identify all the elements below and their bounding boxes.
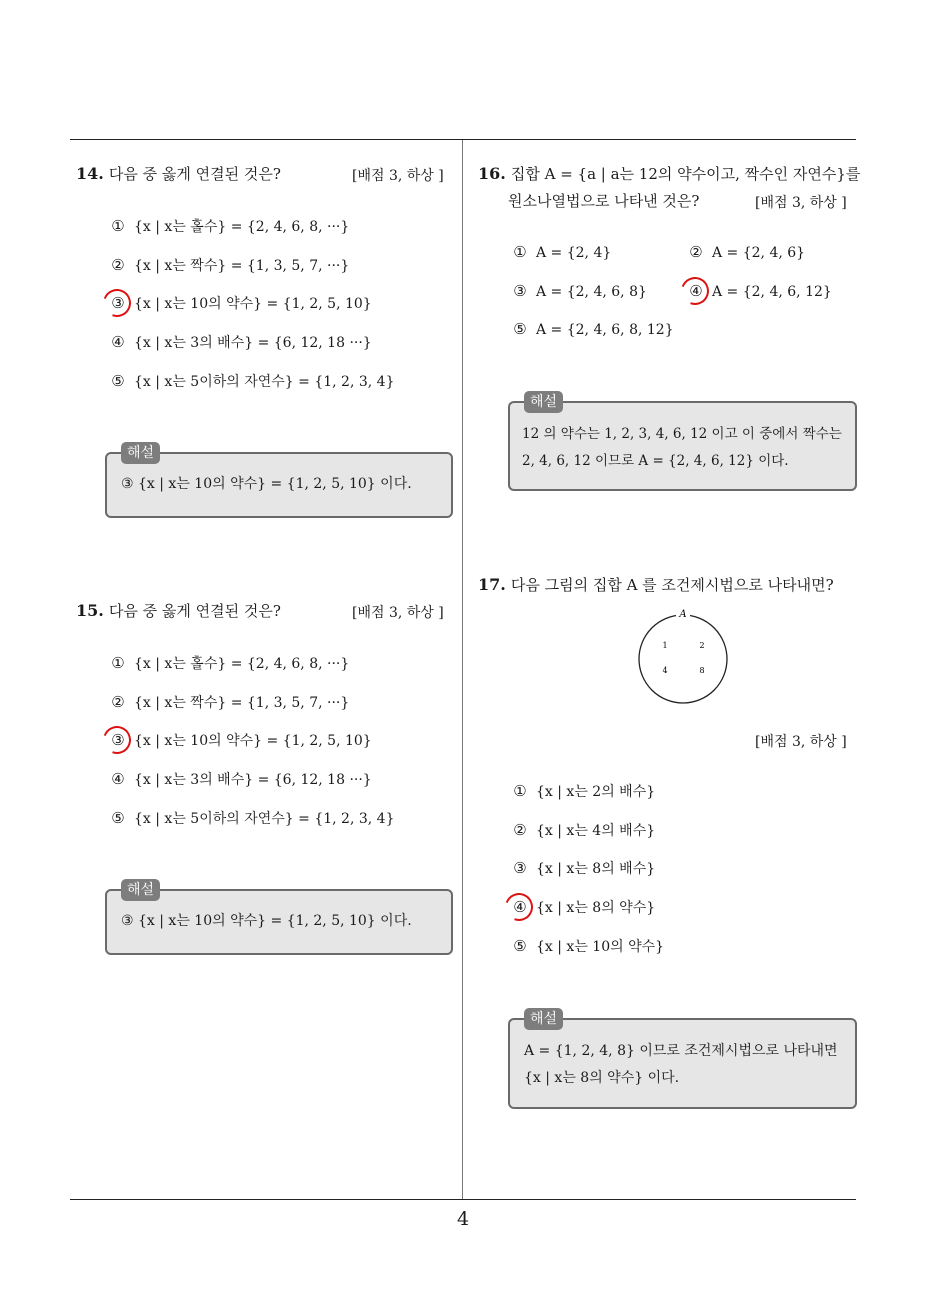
- choice-3[interactable]: ③ A = {2, 4, 6, 8}: [513, 282, 647, 300]
- choice-3[interactable]: ③ {x | x는 8의 배수}: [513, 859, 656, 877]
- choice-4[interactable]: ④ A = {2, 4, 6, 12}: [686, 281, 832, 302]
- solution-tag: 해설: [121, 442, 160, 464]
- question-17-stem: [478, 571, 834, 599]
- answer-mark: ④: [686, 281, 706, 301]
- choice-5[interactable]: ⑤ {x | x는 10의 약수}: [513, 937, 665, 955]
- solution-box-16: [508, 394, 857, 491]
- solution-text: ③ {x | x는 10의 약수} = {1, 2, 5, 10} 이다.: [121, 913, 412, 929]
- question-number: 16.: [478, 164, 506, 183]
- choice-4[interactable]: ④ {x | x는 3의 배수} = {6, 12, 18 ···}: [111, 333, 372, 351]
- answer-mark: ③: [108, 293, 128, 313]
- element: 1: [662, 641, 668, 650]
- page-number: 4: [456, 1208, 470, 1230]
- choice-4[interactable]: ④ {x | x는 8의 약수}: [510, 897, 655, 918]
- solution-text-line-2: {x | x는 8의 약수} 이다.: [524, 1070, 680, 1086]
- question-15-stem: [76, 597, 281, 625]
- element: 8: [699, 666, 705, 675]
- choice-2[interactable]: ② {x | x는 4의 배수}: [513, 821, 656, 839]
- choice-2[interactable]: ② {x | x는 짝수} = {1, 3, 5, 7, ···}: [111, 693, 350, 711]
- solution-tag: 해설: [524, 391, 563, 413]
- question-text: 다음 그림의 집합 A 를 조건제시법으로 나타내면?: [510, 576, 834, 594]
- solution-box-17: [508, 1011, 857, 1109]
- element: 4: [662, 666, 668, 675]
- top-rule: [70, 139, 856, 140]
- choice-1[interactable]: ① A = {2, 4}: [513, 243, 612, 261]
- choice-2[interactable]: ② {x | x는 짝수} = {1, 3, 5, 7, ···}: [111, 256, 350, 274]
- choice-5[interactable]: ⑤ {x | x는 5이하의 자연수} = {1, 2, 3, 4}: [111, 372, 395, 390]
- score-label: [배점 3, 하상 ]: [755, 734, 847, 750]
- solution-tag: 해설: [121, 879, 160, 901]
- choice-1[interactable]: ① {x | x는 홀수} = {2, 4, 6, 8, ···}: [111, 217, 350, 235]
- question-text-line-2: 원소나열법으로 나타낸 것은?: [508, 192, 700, 210]
- solution-text-line-1: A = {1, 2, 4, 8} 이므로 조건제시법으로 나타내면: [524, 1043, 838, 1059]
- venn-diagram: [636, 606, 730, 706]
- score-label: [배점 3, 하상 ]: [755, 195, 847, 211]
- solution-text-line-1: 12 의 약수는 1, 2, 3, 4, 6, 12 이고 이 중에서 짝수는: [522, 426, 842, 442]
- choice-2[interactable]: ② A = {2, 4, 6}: [689, 243, 806, 261]
- choice-5[interactable]: ⑤ A = {2, 4, 6, 8, 12}: [513, 320, 674, 338]
- solution-box-15: [105, 882, 453, 955]
- choice-1[interactable]: ① {x | x는 2의 배수}: [513, 782, 656, 800]
- column-divider: [462, 140, 463, 1200]
- solution-text: ③ {x | x는 10의 약수} = {1, 2, 5, 10} 이다.: [121, 476, 412, 492]
- set-label: A: [679, 609, 687, 620]
- question-number: 14.: [76, 164, 104, 183]
- bottom-rule: [70, 1199, 856, 1200]
- choice-5[interactable]: ⑤ {x | x는 5이하의 자연수} = {1, 2, 3, 4}: [111, 809, 395, 827]
- question-14-stem: [76, 160, 281, 188]
- element: 2: [699, 641, 705, 650]
- solution-text-line-2: 2, 4, 6, 12 이므로 A = {2, 4, 6, 12} 이다.: [522, 453, 789, 469]
- score-label: [배점 3, 하상 ]: [352, 605, 444, 621]
- question-number: 15.: [76, 601, 104, 620]
- question-text-line-1: 집합 A = {a | a는 12의 약수이고, 짝수인 자연수}를: [510, 165, 861, 183]
- choice-4[interactable]: ④ {x | x는 3의 배수} = {6, 12, 18 ···}: [111, 770, 372, 788]
- solution-tag: 해설: [524, 1008, 563, 1030]
- score-label: [배점 3, 하상 ]: [352, 168, 444, 184]
- set-circle: [639, 615, 727, 703]
- answer-mark: ③: [108, 730, 128, 750]
- question-text: 다음 중 옳게 연결된 것은?: [108, 602, 281, 620]
- answer-mark: ④: [510, 897, 530, 917]
- choice-1[interactable]: ① {x | x는 홀수} = {2, 4, 6, 8, ···}: [111, 654, 350, 672]
- solution-box-14: [105, 445, 453, 518]
- choice-3[interactable]: ③ {x | x는 10의 약수} = {1, 2, 5, 10}: [108, 730, 372, 751]
- choice-3[interactable]: ③ {x | x는 10의 약수} = {1, 2, 5, 10}: [108, 293, 372, 314]
- question-number: 17.: [478, 575, 506, 594]
- question-text: 다음 중 옳게 연결된 것은?: [108, 165, 281, 183]
